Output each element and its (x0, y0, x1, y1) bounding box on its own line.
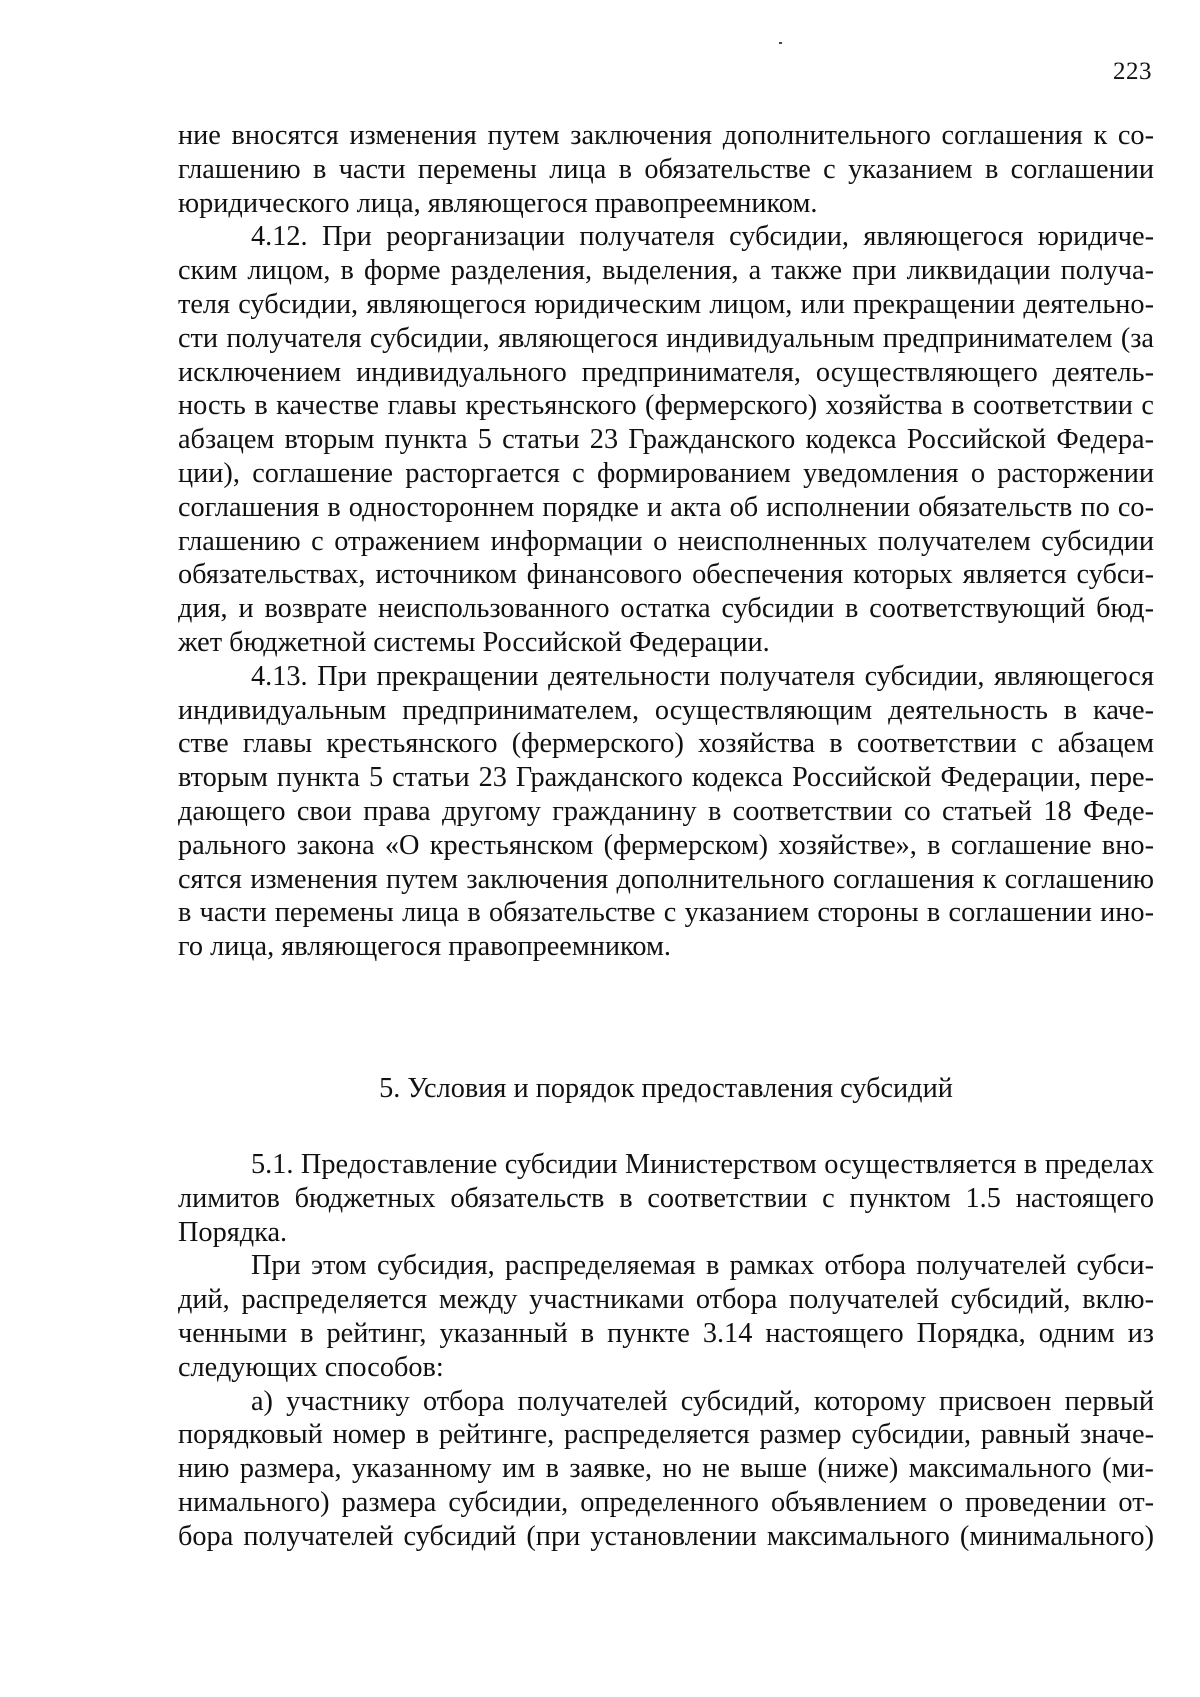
text-line: лимитов бюджетных обязательств в соответствии с пунктом 1.5 настоящего (178, 1182, 1154, 1214)
text-line: ность в качестве главы крестьянского (фермерского) хозяйства в соответствии с (178, 390, 1154, 422)
text-line: ции), соглашение расторгается с формированием уведомления о расторжении (178, 457, 1154, 489)
text-line: бора получателей субсидий (при установлении максимального (минимального) (178, 1520, 1154, 1552)
text-line: дий, распределяется между участниками отбора получателей субсидий, вклю- (178, 1284, 1154, 1316)
text-line: При этом субсидия, распределяемая в рамках отбора получателей субси- (251, 1250, 1154, 1282)
page-number: 223 (1113, 58, 1152, 85)
text-line: вторым пункта 5 статьи 23 Гражданского кодекса Российской Федерации, пере- (178, 762, 1154, 794)
text-line: нию размера, указанному им в заявке, но не выше (ниже) максимального (ми- (178, 1453, 1154, 1485)
text-line: абзацем вторым пункта 5 статьи 23 Гражданского кодекса Российской Федера- (178, 424, 1154, 456)
text-line: глашению с отражением информации о неисполненных получателем субсидии (178, 525, 1154, 557)
text-line: дия, и возврате неиспользованного остатка субсидии в соответствующий бюд- (178, 593, 1154, 625)
text-line: юридического лица, являющегося правопреемником. (178, 187, 818, 219)
body-text-block-2 (178, 1148, 1154, 1554)
text-line: дающего свои права другому гражданину в соответствии со статьей 18 Феде- (178, 795, 1154, 827)
text-line: рального закона «О крестьянском (фермерском) хозяйстве», в соглашение вно- (178, 829, 1154, 861)
body-text-block-1 (178, 119, 1154, 964)
text-line: в части перемены лица в обязательстве с указанием стороны в соглашении ино- (178, 897, 1154, 929)
scan-speck (779, 42, 782, 44)
text-line: ченными в рейтинг, указанный в пункте 3.14 настоящего Порядка, одним из (178, 1317, 1154, 1349)
text-line: сти получателя субсидии, являющегося индивидуальным предпринимателем (за (178, 322, 1154, 354)
text-line: стве главы крестьянского (фермерского) хозяйства в соответствии с абзацем (178, 728, 1154, 760)
text-line: 4.12. При реорганизации получателя субсидии, являющегося юридиче- (251, 221, 1154, 253)
section-heading: 5. Условия и порядок предоставления субсидий (379, 1073, 953, 1104)
text-line: а) участнику отбора получателей субсидий, которому присвоен первый (251, 1385, 1154, 1417)
text-line: порядковый номер в рейтинге, распределяется размер субсидии, равный значе- (178, 1419, 1154, 1451)
text-line: нимального) размера субсидии, определенного объявлением о проведении от- (178, 1486, 1154, 1518)
text-line: индивидуальным предпринимателем, осуществляющим деятельность в каче- (178, 694, 1154, 726)
text-line: жет бюджетной системы Российской Федерации. (178, 626, 770, 658)
text-line: сятся изменения путем заключения дополнительного соглашения к соглашению (178, 863, 1154, 895)
text-line: обязательствах, источником финансового обеспечения которых является субси- (178, 559, 1154, 591)
text-line: теля субсидии, являющегося юридическим лицом, или прекращении деятельно- (178, 288, 1154, 320)
text-line: 4.13. При прекращении деятельности получателя субсидии, являющегося (251, 660, 1154, 692)
text-line: ским лицом, в форме разделения, выделения, а также при ликвидации получа- (178, 255, 1154, 287)
text-line: Порядка. (178, 1216, 288, 1248)
text-line: 5.1. Предоставление субсидии Министерством осуществляется в пределах (251, 1149, 1154, 1180)
text-line: соглашения в одностороннем порядке и акта об исполнении обязательств по со- (178, 491, 1154, 523)
text-line: следующих способов: (178, 1351, 444, 1383)
text-line: исключением индивидуального предпринимателя, осуществляющего деятель- (178, 356, 1154, 388)
text-line: ние вносятся изменения путем заключения дополнительного соглашения к со- (178, 120, 1154, 151)
text-line: глашению в части перемены лица в обязательстве с указанием в соглашении (178, 153, 1154, 185)
text-line: го лица, являющегося правопреемником. (178, 931, 671, 963)
